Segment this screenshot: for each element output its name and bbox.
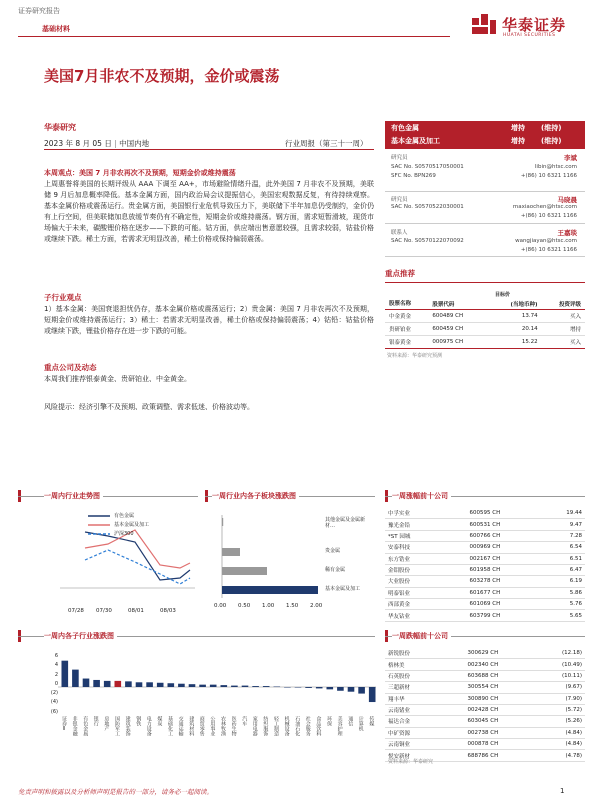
chart3-category: 房地产 bbox=[103, 716, 110, 731]
page-title: 美国7月非农不及预期，金价或震荡 bbox=[44, 67, 280, 85]
chart3-ylabel: 2 bbox=[54, 671, 58, 678]
chart3-category: 汽车 bbox=[241, 716, 248, 726]
analyst-sac: SAC No. S0570517050001 bbox=[391, 164, 464, 170]
cell: 002340 CH bbox=[467, 661, 499, 668]
analyst-email[interactable]: wangjiayan@htsc.com bbox=[515, 238, 577, 244]
rating-kept: (维持) bbox=[541, 137, 562, 145]
analyst-role: 研究员 bbox=[391, 155, 408, 161]
cell: 大业股份 bbox=[388, 579, 411, 586]
cell: 20.14 bbox=[521, 326, 538, 332]
cell: 买入 bbox=[569, 314, 581, 320]
cell: 603045 CH bbox=[467, 718, 499, 725]
cell: 6.19 bbox=[569, 578, 582, 585]
cell: 688786 CH bbox=[467, 752, 499, 759]
chart3-bar bbox=[337, 687, 344, 691]
table-row bbox=[385, 610, 585, 621]
chart3-category: 煤炭 bbox=[156, 716, 163, 726]
chart3-category: 国防军工 bbox=[114, 716, 120, 736]
target-price-head: 目标价 bbox=[495, 292, 511, 298]
footer-disclaimer: 免责声明和披露以及分析师声明是报告的一部分，请务必一起阅读。 bbox=[18, 788, 213, 796]
focus-heading: 重点公司及动态 bbox=[44, 363, 97, 372]
report-kind: 行业周报（第三十一周） bbox=[285, 139, 368, 148]
chart1-xlabel: 08/01 bbox=[128, 608, 144, 614]
focus-section bbox=[44, 362, 374, 385]
cell: 9.47 bbox=[569, 521, 582, 528]
cell: 600459 CH bbox=[432, 326, 464, 332]
chart3-bar bbox=[369, 687, 376, 702]
org-name: 华泰研究 bbox=[44, 123, 76, 132]
cell: 增持 bbox=[569, 327, 581, 333]
analyst-name: 马晓晨 bbox=[557, 196, 577, 204]
chart3-bar bbox=[221, 685, 228, 687]
table-row bbox=[385, 659, 585, 670]
chart3-bar bbox=[358, 687, 365, 694]
chart3-category: 家用电器 bbox=[251, 716, 258, 736]
chart2-xlabel: 1.50 bbox=[286, 603, 299, 609]
summary-lead: 本周观点：美国 7 月非农再次不及预期，短期金价或维持震荡 bbox=[44, 169, 236, 177]
cell: 买入 bbox=[569, 340, 581, 346]
chart3-category: 电力设备 bbox=[145, 716, 152, 736]
region: 中国内地 bbox=[119, 139, 150, 148]
cell: 贵研铂业 bbox=[389, 327, 412, 333]
cell: (4.84) bbox=[565, 741, 582, 748]
cell: 6.54 bbox=[569, 544, 582, 551]
cell: 600489 CH bbox=[432, 313, 464, 319]
cell: 7.28 bbox=[569, 532, 582, 539]
cell: 000975 CH bbox=[432, 339, 464, 345]
cell: 603799 CH bbox=[469, 612, 501, 619]
category: 基础材料 bbox=[42, 25, 70, 33]
table-row bbox=[385, 704, 585, 715]
cell: 13.74 bbox=[521, 313, 538, 319]
chart3-category: 石油石化 bbox=[294, 716, 301, 736]
chart3-bar bbox=[199, 685, 206, 687]
cell: 云南铜业 bbox=[388, 742, 411, 749]
cell: 600531 CH bbox=[469, 521, 501, 528]
chart1-xlabel: 08/03 bbox=[160, 608, 176, 614]
chart3-category: 社会服务 bbox=[304, 716, 311, 736]
cell: 603278 CH bbox=[469, 578, 501, 585]
analyst-sac: SAC No. S0570122070092 bbox=[391, 238, 464, 244]
cell: (5.26) bbox=[565, 718, 582, 725]
chart3-bar bbox=[157, 683, 164, 687]
cell: 石英股份 bbox=[388, 673, 411, 680]
chart3-category: 交通运输 bbox=[177, 716, 184, 736]
table-row bbox=[385, 323, 585, 336]
cell: 002167 CH bbox=[469, 555, 501, 562]
chart3-bar bbox=[242, 686, 249, 687]
chart2-bar bbox=[222, 567, 267, 575]
chart1-title: 一周内行业走势图 bbox=[44, 491, 103, 501]
table-row bbox=[385, 670, 585, 681]
table-row bbox=[385, 693, 585, 704]
chart3-bar bbox=[348, 687, 355, 692]
table-row bbox=[385, 599, 585, 610]
chart3-category: 公用事业 bbox=[209, 716, 216, 736]
meta-rule bbox=[44, 149, 374, 150]
chart3-bar bbox=[125, 681, 132, 687]
analyst-sfc: SFC No. BPN269 bbox=[391, 173, 436, 179]
losers-table bbox=[385, 648, 585, 762]
table-header bbox=[385, 298, 585, 310]
chart3-category: 有色金属 bbox=[82, 716, 89, 736]
rating-row-2 bbox=[391, 136, 579, 148]
cell: (4.78) bbox=[565, 752, 582, 759]
chart3-bar bbox=[62, 661, 69, 687]
cell: 300629 CH bbox=[467, 650, 499, 657]
chart3-bar bbox=[72, 670, 79, 687]
chart3-title: 一周内各子行业涨跌图 bbox=[44, 631, 117, 641]
cell: (12.18) bbox=[561, 650, 582, 657]
cell: (4.84) bbox=[565, 729, 582, 736]
chart3-ylabel: 0 bbox=[54, 680, 58, 687]
chart3-ylabels bbox=[44, 652, 58, 717]
chart3-ylabel: 4 bbox=[54, 662, 58, 669]
logo-en: HUATAI SECURITIES bbox=[503, 33, 556, 38]
chart3-bar bbox=[252, 686, 259, 687]
table-row bbox=[385, 576, 585, 587]
chart3-ylabel: (2) bbox=[50, 690, 58, 697]
cell: 福达合金 bbox=[388, 719, 411, 726]
cell: 6.47 bbox=[569, 567, 582, 574]
rating-sector: 基本金属及加工 bbox=[391, 137, 440, 145]
chart2-xlabel: 1.00 bbox=[262, 603, 275, 609]
chart3-category: 钢铁 bbox=[135, 716, 142, 726]
chart3-category: 机械设备 bbox=[283, 716, 290, 736]
rating-kept: (维持) bbox=[541, 124, 562, 132]
chart2-cat: 基本金属及加工 bbox=[325, 586, 361, 592]
chart3-ylabel: 6 bbox=[54, 653, 58, 659]
chart2-cat: 稀有金属 bbox=[325, 567, 346, 573]
col-header: 股票代码 bbox=[432, 301, 455, 308]
cell: 东方锆业 bbox=[388, 556, 411, 563]
chart2-xlabel: 0.50 bbox=[238, 603, 251, 609]
analyst-3 bbox=[385, 224, 585, 257]
chart1-legend-1: 有色金属 bbox=[114, 513, 135, 519]
chart3-category: 轻工制造 bbox=[273, 716, 279, 736]
chart3-bar bbox=[104, 681, 111, 687]
table-row bbox=[385, 727, 585, 738]
chart3-category: 纺织服饰 bbox=[262, 716, 269, 736]
chart3-bar bbox=[136, 682, 143, 687]
table-row bbox=[385, 648, 585, 659]
chart2-cat: 其他金属及金属新材… bbox=[325, 517, 366, 529]
logo-text: 华泰证券 bbox=[502, 16, 567, 34]
cell: 云南锗业 bbox=[388, 708, 411, 715]
cell: 翔丰华 bbox=[388, 696, 405, 703]
table-row bbox=[385, 739, 585, 750]
cell: (7.90) bbox=[565, 695, 582, 702]
losers-source: 资料来源：华泰研究 bbox=[388, 759, 434, 765]
cell: 明泰铝业 bbox=[388, 590, 411, 597]
chart2-bar bbox=[222, 548, 240, 556]
chart3-category: 银行 bbox=[92, 716, 99, 726]
cell: 5.86 bbox=[569, 589, 582, 596]
table-row bbox=[385, 587, 585, 598]
cell: 000878 CH bbox=[467, 741, 499, 748]
logo-mark-icon bbox=[470, 14, 498, 40]
chart3-bar bbox=[231, 686, 238, 687]
summary-section bbox=[44, 168, 374, 245]
table-row bbox=[385, 564, 585, 575]
cell: 000969 CH bbox=[469, 544, 501, 551]
table-row bbox=[385, 682, 585, 693]
analyst-name: 李斌 bbox=[564, 154, 577, 162]
table-row bbox=[385, 310, 585, 323]
analyst-sac: SAC No. S0570522030001 bbox=[391, 204, 464, 210]
chart3-category: 美容护理 bbox=[336, 716, 343, 736]
cell: 银泰黄金 bbox=[389, 340, 412, 346]
chart3-category: 商贸零售 bbox=[198, 716, 205, 736]
ratings-box bbox=[385, 121, 585, 149]
chart3-category: 医药生物 bbox=[230, 716, 237, 736]
cell: 15.22 bbox=[521, 339, 538, 345]
chart3-bar bbox=[305, 687, 312, 688]
cell: (5.72) bbox=[565, 707, 582, 714]
chart3-bar bbox=[284, 687, 291, 688]
sub-industry-section bbox=[44, 292, 374, 337]
rating-value: 增持 bbox=[511, 124, 525, 132]
chart3-bar bbox=[295, 687, 302, 688]
chart3-category: 证券Ⅱ bbox=[61, 716, 67, 732]
report-type: 证券研究报告 bbox=[18, 7, 60, 15]
cell: 中金黄金 bbox=[389, 314, 412, 320]
header-rule bbox=[18, 36, 450, 37]
cell: 格林美 bbox=[388, 662, 405, 669]
cell: 中孚实业 bbox=[388, 511, 411, 518]
cell: 6.51 bbox=[569, 555, 582, 562]
analyst-email[interactable]: maxiaochen@htsc.com bbox=[512, 204, 577, 210]
cell: 601958 CH bbox=[469, 567, 501, 574]
cell: 601677 CH bbox=[469, 589, 501, 596]
sub-industry-heading: 子行业观点 bbox=[44, 293, 82, 302]
losers-title: 一周跌幅前十公司 bbox=[392, 631, 451, 641]
analyst-role: 研究员 bbox=[391, 197, 408, 203]
chart3-category: 计算机 bbox=[357, 716, 364, 731]
cell: 华友钴业 bbox=[388, 613, 411, 620]
analyst-2 bbox=[385, 192, 585, 224]
table-row bbox=[385, 530, 585, 541]
chart3-category: 农林牧渔 bbox=[220, 716, 226, 736]
cell: 300554 CH bbox=[467, 684, 499, 691]
chart3-bar bbox=[115, 681, 122, 687]
cell: 三超新材 bbox=[388, 685, 411, 692]
chart2-xlabel: 0.00 bbox=[214, 603, 227, 609]
chart1-legend-3: 沪深300 bbox=[114, 531, 134, 537]
chart3-category: 环保 bbox=[326, 716, 332, 726]
col-header: 投资评级 bbox=[558, 301, 581, 308]
chart3-bar bbox=[263, 686, 270, 687]
cell: 悦安新材 bbox=[388, 753, 411, 760]
chart2-title: 一周行业内各子板块涨跌图 bbox=[212, 491, 299, 501]
line-series-1 bbox=[85, 532, 190, 580]
chart3-category-labels bbox=[58, 716, 376, 756]
chart3-bar bbox=[83, 679, 90, 687]
cell: 5.65 bbox=[569, 612, 582, 619]
table-row bbox=[385, 716, 585, 727]
cell: (10.11) bbox=[561, 672, 582, 679]
table-row bbox=[385, 336, 585, 349]
chart3-bar bbox=[146, 682, 153, 687]
chart2-bar bbox=[222, 586, 318, 594]
line-series-2 bbox=[85, 530, 190, 568]
chart3-category: 食品饮料 bbox=[315, 716, 322, 736]
recommend-table bbox=[385, 298, 585, 349]
cell: 中矿资源 bbox=[388, 730, 411, 737]
chart2-cat: 贵金属 bbox=[325, 548, 341, 554]
cell: 19.44 bbox=[566, 510, 582, 517]
cell: 西部黄金 bbox=[388, 602, 411, 609]
cell: 金钼股份 bbox=[388, 568, 411, 575]
chart2-bar bbox=[222, 518, 223, 526]
focus-body: 本周我们推荐银泰黄金、贵研铂业、中金黄金。 bbox=[44, 375, 191, 383]
risk-note: 风险提示：经济引擎不及预期、政策调整、需求低迷、价格波动等。 bbox=[44, 403, 254, 411]
analyst-name: 王嘉琰 bbox=[557, 229, 577, 237]
chart3-ylabel: (6) bbox=[50, 708, 58, 715]
rating-row-1 bbox=[391, 123, 579, 135]
chart3-ylabel: (4) bbox=[50, 699, 58, 706]
chart3-category: 非银金融 bbox=[71, 716, 78, 736]
cell: *ST 园城 bbox=[388, 533, 411, 540]
huatai-logo bbox=[470, 14, 585, 44]
recommend-source: 资料来源：华泰研究预测 bbox=[387, 353, 443, 359]
page-number: 1 bbox=[560, 787, 565, 795]
cell: 5.76 bbox=[569, 601, 582, 608]
cell: (10.49) bbox=[561, 661, 582, 668]
analyst-role: 联系人 bbox=[391, 230, 408, 236]
gainers-title: 一周涨幅前十公司 bbox=[392, 491, 451, 501]
chart3-category: 通信 bbox=[347, 716, 354, 726]
table-row bbox=[385, 519, 585, 530]
chart1-xlabel: 07/28 bbox=[68, 608, 84, 614]
chart3-bar bbox=[327, 687, 334, 689]
table-row bbox=[385, 553, 585, 564]
summary-body: 上周惠誉将美国的长期评级从 AAA 下调至 AA+，市场避险情绪升温，此外美国 7 月非农不及预期，美联储 9 月后加息概率降低。基本金属方面，国内政治局会议提振信心，美国宏观数据反复，有待持续观察。基本金属价格或震荡运行。贵金属方面，美国银行业危机导致压力下，美联储下半年加息仍受制约，金价仍有上行空间，但美联储加息放缓节奏仍有不确定性，短期金价或维持震荡。钢方面，需求短暂滑坡，现货市场偏大于未来，碳酸锂价格在逐步——下跌的可能。钴方面，供应端出售意愿较强，且需求较弱，钴盐价格或继续下跌。稀土方面，若需求无明显改善，稀土价格或保持偏弱震荡。 bbox=[44, 180, 374, 243]
cell: (9.67) bbox=[565, 684, 582, 691]
cell: 豫光金铅 bbox=[388, 522, 411, 529]
chart3-category: 建筑装饰 bbox=[124, 716, 131, 736]
analyst-email[interactable]: libin@htsc.com bbox=[534, 164, 577, 170]
cell: 安泰科技 bbox=[388, 545, 411, 552]
chart3-bar bbox=[274, 687, 281, 688]
table-row bbox=[385, 542, 585, 553]
chart3-bar bbox=[189, 684, 196, 687]
col-header: (当地币种) bbox=[510, 301, 538, 308]
chart3-bar bbox=[168, 683, 175, 687]
chart3-category: 基础化工 bbox=[167, 716, 173, 736]
rating-value: 增持 bbox=[511, 137, 525, 145]
cell: 603688 CH bbox=[467, 672, 499, 679]
cell: 600766 CH bbox=[469, 532, 501, 539]
recommend-heading: 重点推荐 bbox=[385, 269, 415, 278]
analyst-1 bbox=[385, 152, 585, 192]
chart3-bar bbox=[93, 680, 100, 687]
analyst-phone: +(86) 10 6321 1166 bbox=[520, 213, 577, 219]
cell: 002428 CH bbox=[467, 707, 499, 714]
chart3-svg bbox=[40, 650, 380, 716]
cell: 新锐股份 bbox=[388, 651, 411, 658]
recommend-section bbox=[385, 268, 585, 359]
cell: 601069 CH bbox=[469, 601, 501, 608]
chart3-bar bbox=[178, 684, 185, 687]
cell: 600595 CH bbox=[469, 510, 501, 517]
rating-sector: 有色金属 bbox=[391, 124, 419, 132]
analyst-phone: +(86) 10 6321 1166 bbox=[520, 173, 577, 179]
table-row bbox=[385, 508, 585, 519]
sub-industry-body: 1）基本金属：美国衰退担忧仍存，基本金属价格或震荡运行；2）贵金属：美国 7 月非农再次不及预期，短期金价或维持震荡运行；3）稀土：若需求无明显改善，稀土价格或保持偏弱震荡；4）钴铅：钴盐价格或继续下跌，锂盐价格存在进一步下跌的可能。 bbox=[44, 305, 374, 335]
chart3-bar bbox=[210, 685, 217, 687]
chart3-category: 传媒 bbox=[368, 716, 375, 726]
chart3-category: 建筑材料 bbox=[188, 716, 195, 736]
analyst-phone: +(86) 10 6321 1166 bbox=[520, 247, 577, 253]
cell: 002738 CH bbox=[467, 729, 499, 736]
cell: 300890 CH bbox=[467, 695, 499, 702]
date: 2023 年 8 月 05 日 bbox=[44, 139, 112, 148]
gainers-table bbox=[385, 508, 585, 622]
col-header: 股票名称 bbox=[389, 301, 412, 307]
report-date: 2023 年 8 月 05 日 | 中国内地 bbox=[44, 139, 150, 148]
chart3-bar bbox=[316, 687, 323, 688]
chart1-xlabel: 07/30 bbox=[96, 608, 112, 614]
chart2-xlabel: 2.00 bbox=[310, 603, 323, 609]
chart1-legend-2: 基本金属及加工 bbox=[114, 522, 150, 528]
